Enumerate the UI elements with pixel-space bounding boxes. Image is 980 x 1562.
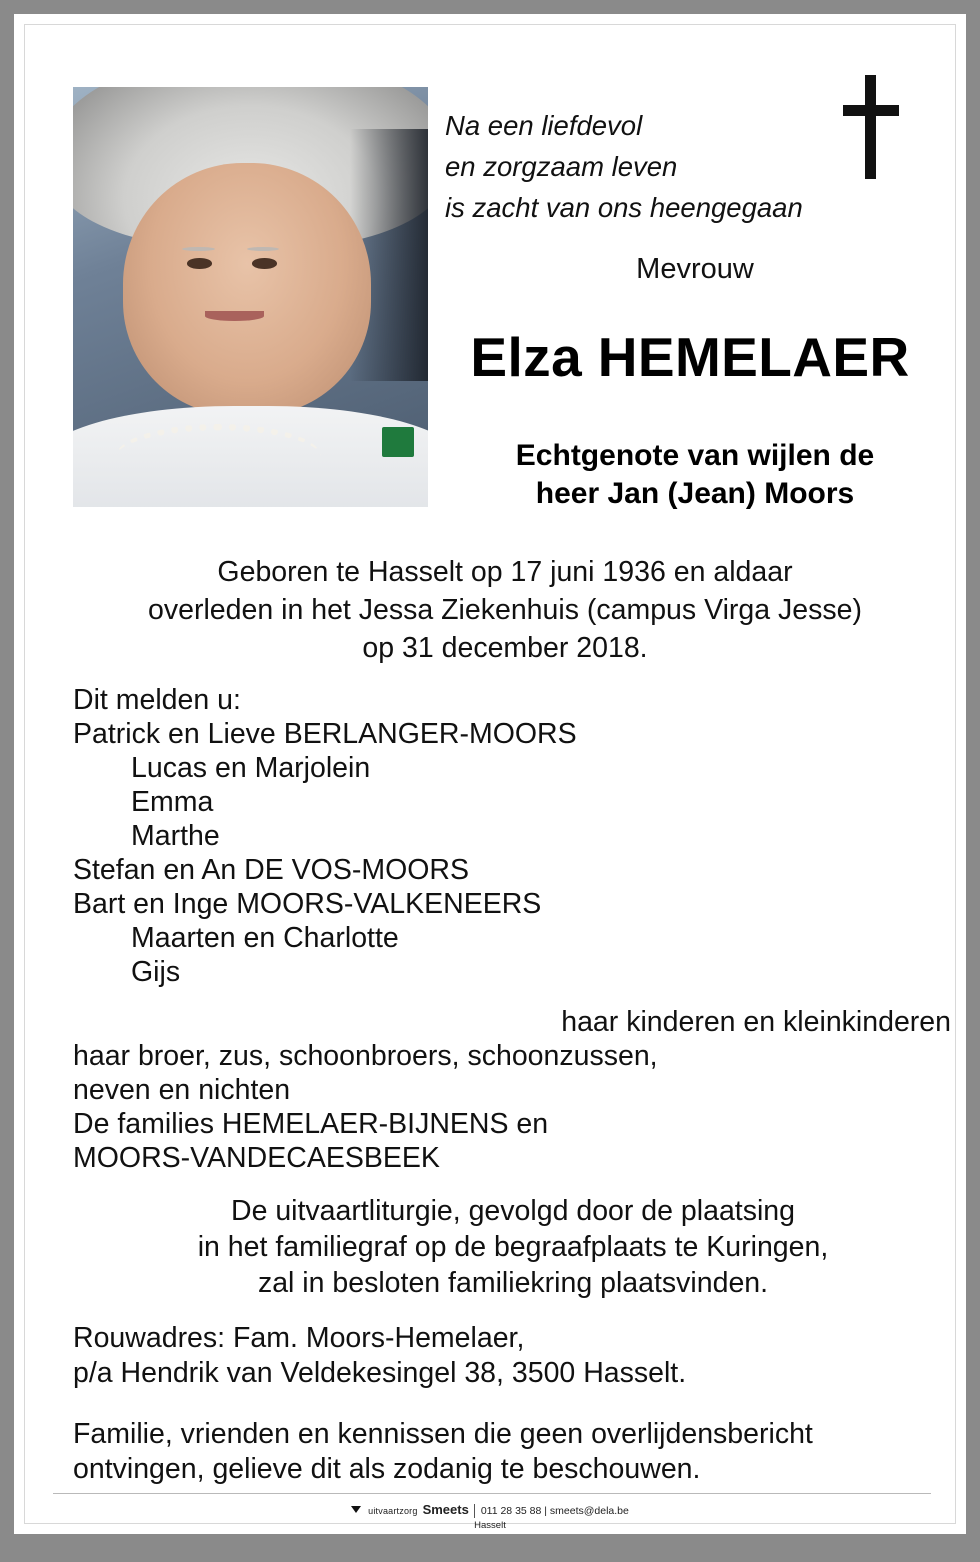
notice-line: Familie, vrienden en kennissen die geen overlijdensbericht	[73, 1418, 813, 1450]
address-line: Rouwadres: Fam. Moors-Hemelaer,	[73, 1322, 525, 1354]
liturgy-line: De uitvaartliturgie, gevolgd door de plaatsing	[230, 1195, 796, 1227]
portrait-face	[123, 163, 372, 415]
family-line: Marthe	[131, 820, 220, 852]
funeral-home-branding	[351, 1503, 629, 1518]
footer-prefix: uitvaartzorg	[368, 1506, 418, 1516]
announcement-intro: Dit melden u:	[73, 684, 241, 716]
liturgy-text	[73, 1193, 953, 1301]
triangle-icon	[351, 1506, 361, 1513]
announcement-block	[73, 683, 953, 1175]
relatives-line: neven en nichten	[73, 1074, 291, 1106]
relatives-line: De families HEMELAER-BIJNENS en	[73, 1108, 549, 1140]
portrait-brow-right	[247, 247, 279, 251]
birth-death-text	[65, 553, 945, 667]
spouse-line: heer Jan (Jean) Moors	[535, 477, 855, 510]
closing-notice	[73, 1417, 963, 1487]
salutation: Mevrouw	[636, 253, 754, 285]
pearl-necklace	[116, 424, 322, 490]
portrait-mouth	[205, 311, 265, 321]
intro-text	[445, 105, 885, 228]
intro-line: en zorgzaam leven	[445, 151, 678, 182]
birth-death-line: op 31 december 2018.	[362, 632, 648, 664]
memorial-card	[14, 14, 966, 1534]
footer	[25, 1503, 955, 1533]
spouse-text	[445, 437, 945, 513]
portrait-green-accent	[382, 427, 414, 456]
children-note: haar kinderen en kleinkinderen	[561, 1006, 951, 1038]
mourning-address	[73, 1321, 953, 1391]
family-line: Gijs	[131, 956, 181, 988]
card-header	[25, 25, 955, 510]
relatives-line: haar broer, zus, schoonbroers, schoonzussen,	[73, 1040, 658, 1072]
footer-divider	[53, 1493, 931, 1494]
footer-brand: Smeets	[422, 1502, 469, 1517]
liturgy-line: in het familiegraf op de begraafplaats te Kuringen,	[197, 1231, 829, 1263]
family-line: Maarten en Charlotte	[131, 922, 399, 954]
intro-line: is zacht van ons heengegaan	[445, 192, 803, 223]
footer-city: Hasselt	[474, 1520, 506, 1531]
footer-contact: 011 28 35 88 | smeets@dela.be	[474, 1504, 629, 1518]
notice-line: ontvingen, gelieve dit als zodanig te beschouwen.	[73, 1453, 701, 1485]
portrait-eye-right	[252, 258, 277, 269]
portrait-brow-left	[182, 247, 214, 251]
portrait-eye-left	[187, 258, 212, 269]
relatives-line: MOORS-VANDECAESBEEK	[73, 1142, 440, 1174]
family-line: Emma	[131, 786, 214, 818]
family-line: Patrick en Lieve BERLANGER-MOORS	[73, 718, 577, 750]
card-border	[24, 24, 956, 1531]
deceased-name: Elza HEMELAER	[470, 326, 910, 388]
address-line: p/a Hendrik van Veldekesingel 38, 3500 Hasselt.	[73, 1357, 687, 1389]
liturgy-line: zal in besloten familiekring plaatsvinden.	[257, 1267, 769, 1299]
birth-death-line: Geboren te Hasselt op 17 juni 1936 en aldaar	[217, 556, 793, 588]
intro-line: Na een liefdevol	[445, 110, 643, 141]
family-line: Bart en Inge MOORS-VALKENEERS	[73, 888, 542, 920]
birth-death-line: overleden in het Jessa Ziekenhuis (campus Virga Jesse)	[148, 594, 862, 626]
spouse-line: Echtgenote van wijlen de	[515, 439, 875, 472]
portrait-photo	[73, 87, 428, 507]
family-line: Stefan en An DE VOS-MOORS	[73, 854, 469, 886]
family-line: Lucas en Marjolein	[131, 752, 371, 784]
